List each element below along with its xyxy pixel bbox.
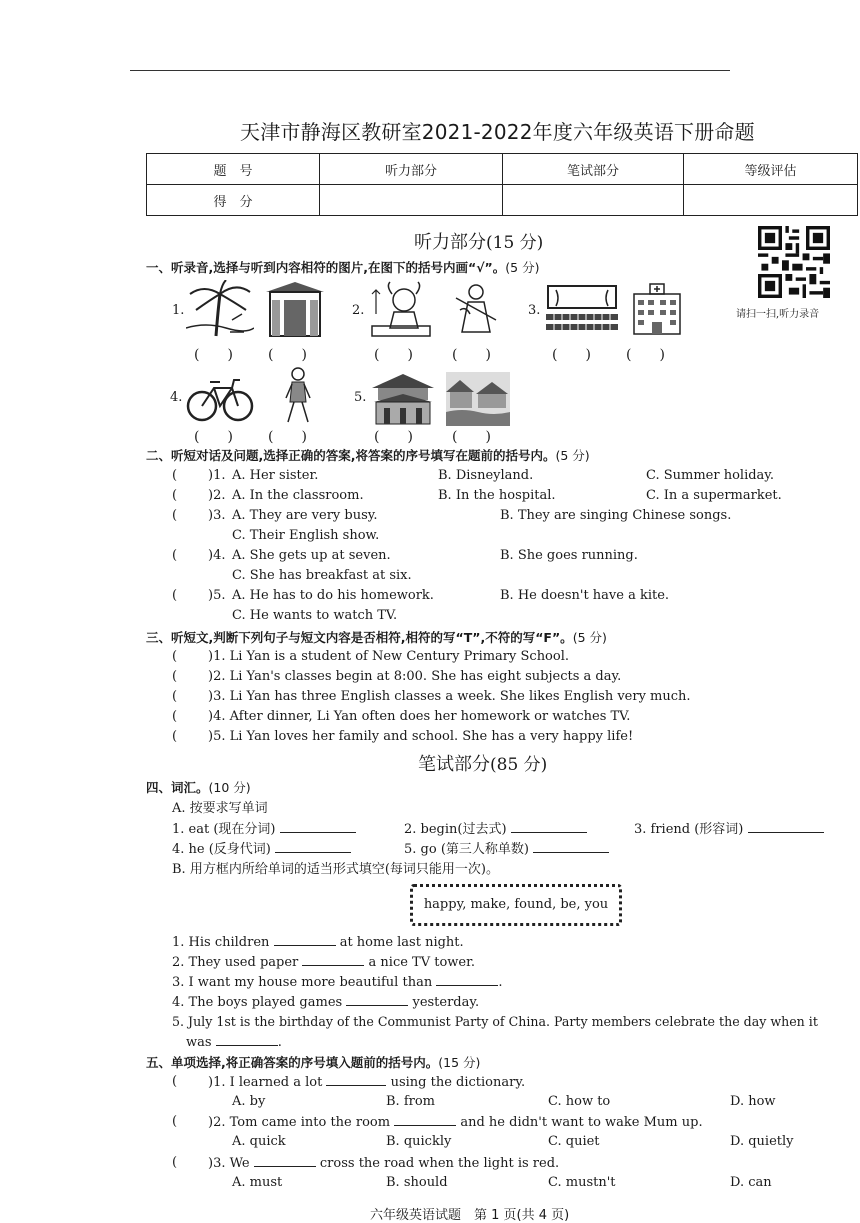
part1-points: (5 分) <box>505 260 540 275</box>
answer-blank[interactable] <box>326 1074 386 1086</box>
part4-heading <box>146 778 251 796</box>
answer-blank[interactable] <box>254 1155 316 1167</box>
mc-q3 <box>172 1155 560 1171</box>
answer-blank[interactable] <box>302 954 364 966</box>
part4-heading-text: 四、词汇。 <box>146 780 209 795</box>
vocab-a3-text: 3. friend (形容词) <box>634 822 744 837</box>
p2-q4-a: A. She gets up at seven. <box>232 548 391 563</box>
p3-q3 <box>172 689 691 704</box>
answer-bracket-2a[interactable]: ( ) <box>374 347 413 363</box>
p2-q2-a: A. In the classroom. <box>232 488 364 503</box>
score-row-label: 得 分 <box>147 185 320 216</box>
pic-label-4: 4. <box>170 390 183 405</box>
temple-gate-picture <box>262 280 328 338</box>
fill-b5-cont <box>186 1034 282 1050</box>
mc-q3-opt-d: D. can <box>730 1175 772 1190</box>
vocab-a3 <box>634 818 824 837</box>
part2-points: (5 分) <box>555 448 590 463</box>
fill-b5-was: was <box>186 1035 212 1050</box>
village-scene-picture <box>446 372 510 426</box>
fill-b2-post: a nice TV tower. <box>368 955 476 970</box>
hospital-picture <box>630 282 684 336</box>
writing-title-text: 笔试部分 <box>418 754 490 775</box>
answer-blank[interactable] <box>533 841 609 853</box>
answer-bracket-5a[interactable]: ( ) <box>374 429 413 445</box>
p2-q3-num: )3. <box>208 508 226 523</box>
fill-b2-pre: 2. They used paper <box>172 955 299 970</box>
score-header-writing: 笔试部分 <box>503 154 684 185</box>
part1-heading-text: 一、听录音,选择与听到内容相符的图片,在图下的括号内画“√”。 <box>146 260 506 275</box>
children-reading-picture <box>368 280 434 338</box>
p3-q2-text: )2. Li Yan's classes begin at 8:00. She has eight subjects a day. <box>208 669 622 684</box>
p2-q3 <box>172 508 732 523</box>
top-rule <box>130 70 730 71</box>
p2-q3-a: A. They are very busy. <box>232 508 378 523</box>
girl-violin-picture <box>446 280 506 338</box>
listening-section-title <box>414 228 543 254</box>
mc-q1-opt-a: A. by <box>232 1094 266 1109</box>
mc-q1 <box>172 1074 526 1090</box>
vocab-a5 <box>404 838 609 857</box>
part4-sub-b: B. 用方框内所给单词的适当形式填空(每词只能用一次)。 <box>172 862 499 877</box>
part5-heading <box>146 1053 480 1071</box>
p2-q5-c: C. He wants to watch TV. <box>232 608 398 623</box>
part1-heading <box>146 258 539 276</box>
part2-heading <box>146 446 590 464</box>
fill-b1-pre: 1. His children <box>172 935 270 950</box>
answer-paren[interactable]: ( <box>172 1155 178 1170</box>
mc-q2-opt-b: B. quickly <box>386 1134 452 1149</box>
page-footer: 六年级英语试题 第 1 页(共 4 页) <box>370 1208 570 1223</box>
p2-q2-c: C. In a supermarket. <box>646 488 782 503</box>
mc-q2-post: and he didn't want to wake Mum up. <box>460 1115 703 1130</box>
p3-q4 <box>172 709 631 724</box>
mc-q2-pre: )2. Tom came into the room <box>208 1115 391 1130</box>
part5-heading-text: 五、单项选择,将正确答案的序号填入题前的括号内。 <box>146 1055 439 1070</box>
p2-q3-c: C. Their English show. <box>232 528 380 543</box>
fill-b5 <box>172 1014 818 1029</box>
mc-q1-opt-d: D. how <box>730 1094 776 1109</box>
p2-q4-c: C. She has breakfast at six. <box>232 568 412 583</box>
p2-q1-c: C. Summer holiday. <box>646 468 775 483</box>
p2-q1 <box>172 468 775 483</box>
fill-b2 <box>172 954 475 970</box>
part3-heading-text: 三、听短文,判断下列句子与短文内容是否相符,相符的写“T”,不符的写“F”。 <box>146 630 573 645</box>
mc-q1-pre: )1. I learned a lot <box>208 1075 323 1090</box>
p3-q3-text: )3. Li Yan has three English classes a week. She likes English very much. <box>208 689 691 704</box>
score-cell-writing[interactable] <box>503 185 684 216</box>
mc-q1-opt-c: C. how to <box>548 1094 611 1109</box>
fill-b1 <box>172 934 464 950</box>
p2-q5 <box>172 588 670 603</box>
vocab-a5-text: 5. go (第三人称单数) <box>404 842 529 857</box>
answer-paren[interactable]: ( <box>172 709 178 724</box>
fill-b4-post: yesterday. <box>412 995 480 1010</box>
fill-b3 <box>172 974 502 990</box>
mc-q3-opt-b: B. should <box>386 1175 448 1190</box>
answer-paren[interactable]: ( <box>172 588 178 603</box>
listening-points: (15 分) <box>486 233 544 253</box>
answer-blank[interactable] <box>346 994 408 1006</box>
palm-beach-picture <box>186 280 254 338</box>
mc-q3-opt-a: A. must <box>232 1175 283 1190</box>
pic-label-1: 1. <box>172 303 185 318</box>
part4-points: (10 分) <box>208 780 251 795</box>
p2-q4-num: )4. <box>208 548 226 563</box>
word-box: happy, make, found, be, you <box>410 884 622 926</box>
part5-points: (15 分) <box>438 1055 481 1070</box>
p2-q1-num: )1. <box>208 468 226 483</box>
part4-sub-a: A. 按要求写单词 <box>172 801 268 816</box>
fill-b5-pre: 5. July 1st is the birthday of the Communist Party of China. Party members celebrate the day when it <box>172 1014 818 1029</box>
part3-points: (5 分) <box>572 630 607 645</box>
p3-q4-text: )4. After dinner, Li Yan often does her homework or watches TV. <box>208 709 631 724</box>
mc-q3-post: cross the road when the light is red. <box>319 1156 560 1171</box>
answer-blank[interactable] <box>436 974 498 986</box>
answer-paren[interactable]: ( <box>172 649 178 664</box>
p2-q4 <box>172 548 638 563</box>
answer-blank[interactable] <box>511 821 587 833</box>
mc-q1-post: using the dictionary. <box>390 1075 526 1090</box>
answer-blank[interactable] <box>280 821 356 833</box>
answer-paren[interactable]: ( <box>172 1074 178 1089</box>
answer-bracket-4a[interactable]: ( ) <box>194 429 233 445</box>
answer-blank[interactable] <box>394 1114 456 1126</box>
answer-blank[interactable] <box>216 1034 278 1046</box>
palace-picture <box>370 372 436 426</box>
fill-b3-pre: 3. I want my house more beautiful than <box>172 975 433 990</box>
p3-q5-text: )5. Li Yan loves her family and school. She has a very happy life! <box>208 729 634 744</box>
p3-q2 <box>172 669 622 684</box>
score-header-listening: 听力部分 <box>320 154 503 185</box>
p3-q1-text: )1. Li Yan is a student of New Century Primary School. <box>208 649 570 664</box>
part2-heading-text: 二、听短对话及问题,选择正确的答案,将答案的序号填写在题前的括号内。 <box>146 448 556 463</box>
p2-q4-b: B. She goes running. <box>500 548 638 563</box>
mc-q2-opt-c: C. quiet <box>548 1134 600 1149</box>
pic-label-5: 5. <box>354 390 367 405</box>
qr-caption: 请扫一扫,听力录音 <box>736 309 820 320</box>
answer-paren[interactable]: ( <box>172 689 178 704</box>
bicycle-picture <box>186 370 254 424</box>
p2-q2-num: )2. <box>208 488 226 503</box>
answer-paren[interactable]: ( <box>172 508 178 523</box>
answer-paren[interactable]: ( <box>172 548 178 563</box>
answer-bracket-3b[interactable]: ( ) <box>626 347 665 363</box>
answer-paren[interactable]: ( <box>172 1114 178 1129</box>
score-cell-listening[interactable] <box>320 185 503 216</box>
fill-b4 <box>172 994 479 1010</box>
qr-code-icon <box>758 226 830 298</box>
answer-paren[interactable]: ( <box>172 729 178 744</box>
fill-b4-pre: 4. The boys played games <box>172 995 343 1010</box>
answer-paren[interactable]: ( <box>172 669 178 684</box>
exam-title: 天津市静海区教研室2021-2022年度六年级英语下册命题 <box>240 120 755 144</box>
answer-bracket-1a[interactable]: ( ) <box>194 347 233 363</box>
vocab-a1 <box>172 818 356 837</box>
answer-bracket-3a[interactable]: ( ) <box>552 347 591 363</box>
mc-q3-opt-c: C. mustn't <box>548 1175 616 1190</box>
writing-section-title <box>418 750 547 776</box>
p2-q5-b: B. He doesn't have a kite. <box>500 588 670 603</box>
fill-b5-post: . <box>277 1035 282 1050</box>
answer-blank[interactable] <box>748 821 824 833</box>
p2-q5-a: A. He has to do his homework. <box>232 588 434 603</box>
mc-q2-opt-a: A. quick <box>232 1134 286 1149</box>
walking-boy-picture <box>280 366 316 426</box>
score-cell-grade[interactable] <box>684 185 858 216</box>
score-table <box>146 153 858 216</box>
vocab-a4-text: 4. he (反身代词) <box>172 842 271 857</box>
p2-q1-a: A. Her sister. <box>232 468 319 483</box>
fill-b1-post: at home last night. <box>339 935 464 950</box>
p2-q3-b: B. They are singing Chinese songs. <box>500 508 732 523</box>
p2-q2-b: B. In the hospital. <box>438 488 556 503</box>
listening-title-text: 听力部分 <box>414 232 486 253</box>
answer-bracket-4b[interactable]: ( ) <box>268 429 307 445</box>
pic-label-2: 2. <box>352 303 365 318</box>
answer-bracket-5b[interactable]: ( ) <box>452 429 491 445</box>
vocab-a4 <box>172 838 351 857</box>
cinema-picture <box>544 284 620 334</box>
p3-q5 <box>172 729 634 744</box>
score-header-number: 题 号 <box>147 154 320 185</box>
mc-q2-opt-d: D. quietly <box>730 1134 794 1149</box>
answer-paren[interactable]: ( <box>172 488 178 503</box>
answer-blank[interactable] <box>274 934 336 946</box>
score-header-grade: 等级评估 <box>684 154 858 185</box>
answer-bracket-1b[interactable]: ( ) <box>268 347 307 363</box>
part3-heading <box>146 628 607 646</box>
vocab-a2-text: 2. begin(过去式) <box>404 822 507 837</box>
answer-bracket-2b[interactable]: ( ) <box>452 347 491 363</box>
mc-q2 <box>172 1114 703 1130</box>
pic-label-3: 3. <box>528 303 541 318</box>
fill-b3-post: . <box>498 975 503 990</box>
vocab-a1-text: 1. eat (现在分词) <box>172 822 276 837</box>
vocab-a2 <box>404 818 587 837</box>
writing-points: (85 分) <box>490 755 548 775</box>
mc-q3-pre: )3. We <box>208 1156 250 1171</box>
answer-paren[interactable]: ( <box>172 468 178 483</box>
answer-blank[interactable] <box>275 841 351 853</box>
p2-q1-b: B. Disneyland. <box>438 468 534 483</box>
p3-q1 <box>172 649 570 664</box>
p2-q2 <box>172 488 782 503</box>
p2-q5-num: )5. <box>208 588 226 603</box>
mc-q1-opt-b: B. from <box>386 1094 435 1109</box>
